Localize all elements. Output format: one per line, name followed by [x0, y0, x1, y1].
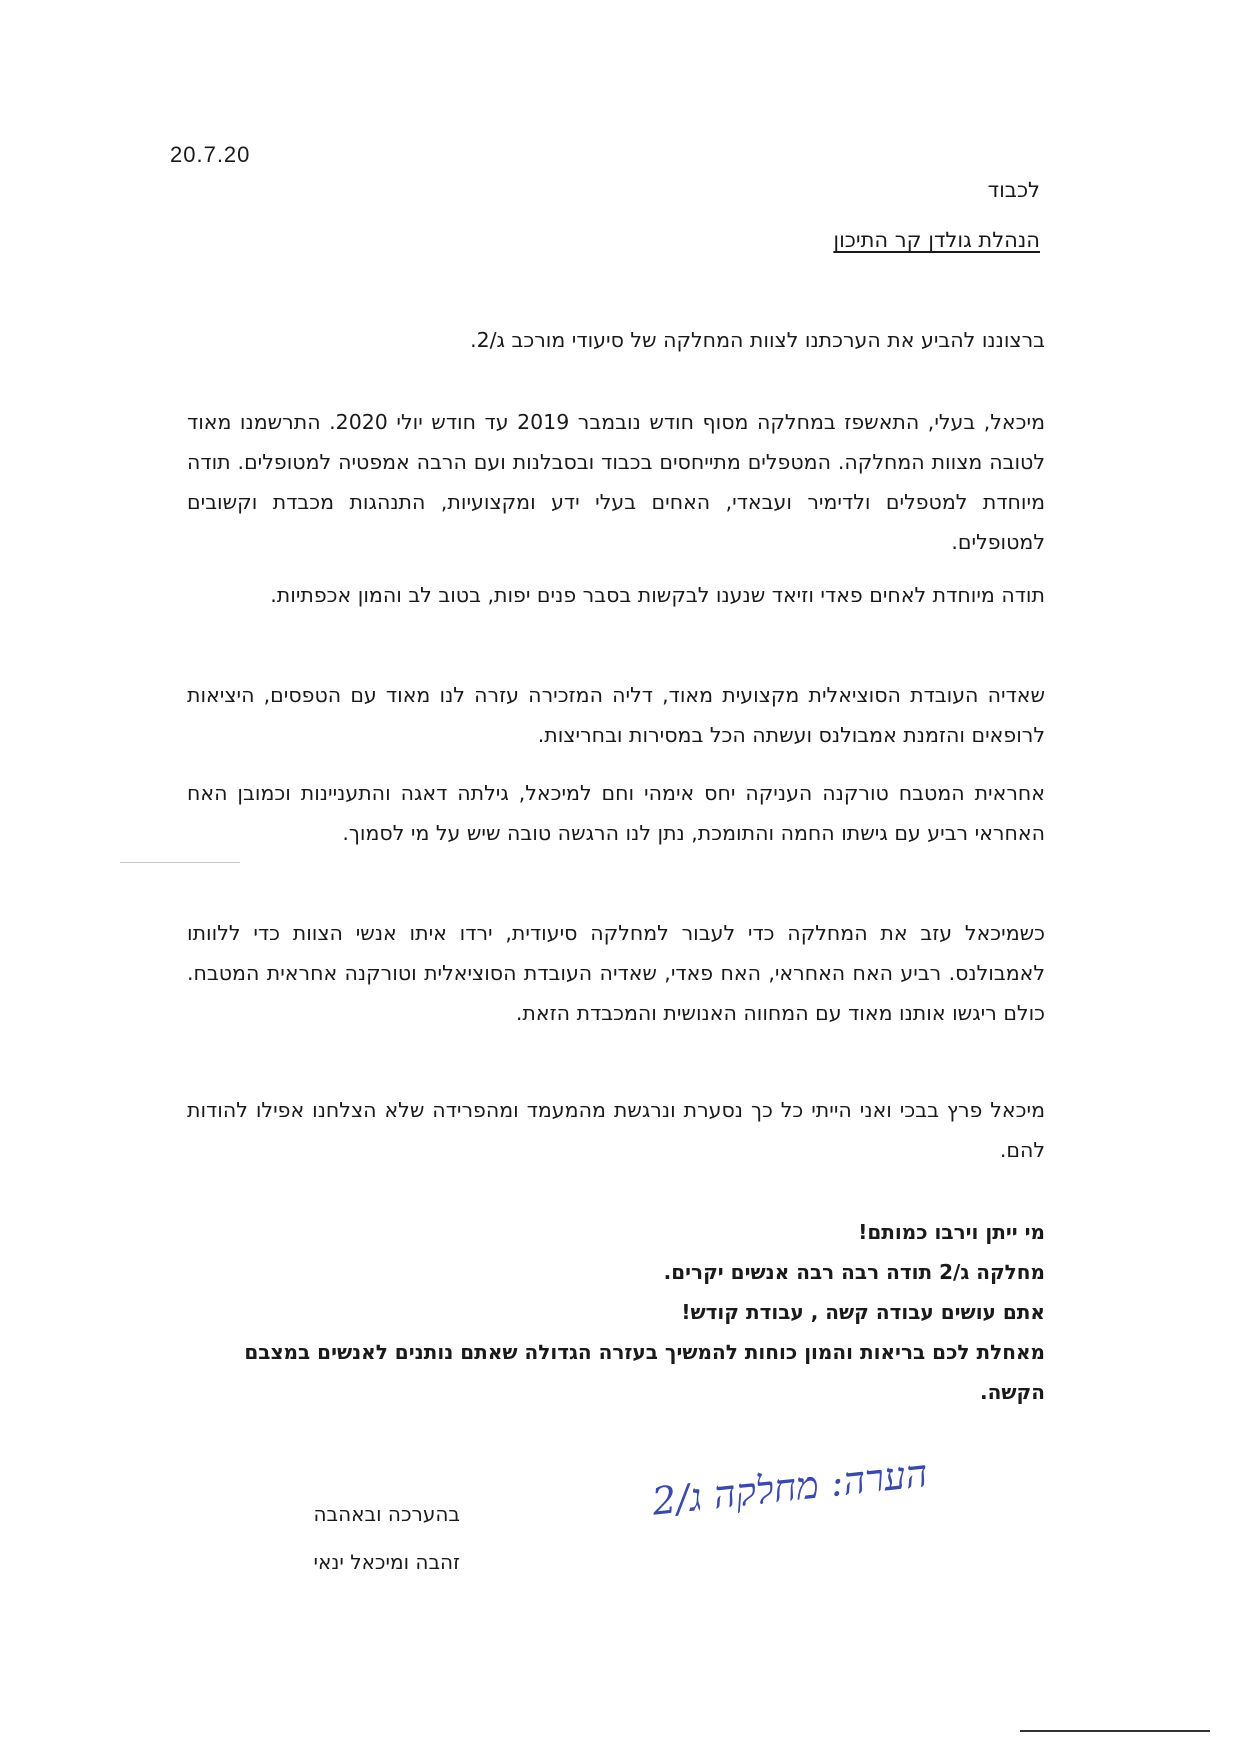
paragraph-social-worker: שאדיה העובדת הסוציאלית מקצועית מאוד, דליה המזכירה עזרה לנו מאוד עם הטפסים, היציאות לרופאים והזמנת אמבולנס ועשתה הכל במסירות ובחריצות. [187, 683, 1045, 747]
recipient: הנהלת גולדן קר התיכון [833, 228, 1040, 252]
salutation: לכבוד [987, 178, 1040, 202]
closing-line: אתם עושים עבודה קשה , עבודת קודש! [681, 1300, 1045, 1324]
paragraph-kitchen: אחראית המטבח טורקנה העניקה יחס אימהי וחם למיכאל, גילתה דאגה והתעניינות וכמובן האח האחראי רביע עם גישתו החמה והתומכת, נתן לנו הרגשה טובה שיש על מי לסמוך. [187, 781, 1045, 845]
paragraph-intro: ברצוננו להביע את הערכתנו לצוות המחלקה של סיעודי מורכב ג/2. [470, 328, 1045, 352]
paragraph-departure: כשמיכאל עזב את המחלקה כדי לעבור למחלקה סיעודית, ירדו איתו אנשי הצוות כדי ללוותו לאמבולנס. רביע האח האחראי, האח פאדי, שאדיה העובדת הסוציאלית וטורקנה אחראית המטבח. כולם ריגשו אותנו מאוד עם המחווה האנושית והמכבדת הזאת. [187, 921, 1045, 1025]
signoff-text: בהערכה ובאהבה [313, 1502, 460, 1526]
closing-line: מאחלת לכם בריאות והמון כוחות להמשיך בעזרה הגדולה שאתם נותנים לאנשים במצבם הקשה. [244, 1340, 1045, 1404]
handwritten-note: הערה: מחלקה ג/2 [650, 1451, 930, 1524]
closing-line: מחלקה ג/2 תודה רבה רבה אנשים יקרים. [663, 1260, 1045, 1284]
closing-line: מי ייתן וירבו כמותם! [858, 1220, 1045, 1244]
letter-date: 20.7.20 [170, 142, 251, 167]
paragraph-farewell: מיכאל פרץ בבכי ואני הייתי כל כך נסערת ונרגשת מהמעמד ומהפרידה שלא הצלחנו אפילו להודות להם. [187, 1098, 1045, 1162]
scan-artifact-line [120, 862, 240, 863]
paragraph-nurses-thanks: תודה מיוחדת לאחים פאדי וזיאד שנענו לבקשות בסבר פנים יפות, בטוב לב והמון אכפתיות. [270, 583, 1045, 607]
signoff-block [200, 1490, 460, 1586]
closing-block [181, 1212, 1045, 1412]
signers: זהבה ומיכאל ינאי [313, 1550, 460, 1574]
paragraph-hospitalization: מיכאל, בעלי, התאשפז במחלקה מסוף חודש נובמבר 2019 עד חודש יולי 2020. התרשמנו מאוד לטובה מצוות המחלקה. המטפלים מתייחסים בכבוד ובסבלנות ועם הרבה אמפטיה למטופלים. תודה מיוחדת למטפלים ולדימיר ועבאדי, האחים בעלי ידע ומקצועיות, התנהגות מכבדת וקשובים למטופלים. [187, 410, 1045, 554]
scan-artifact-bottom [1020, 1730, 1210, 1732]
